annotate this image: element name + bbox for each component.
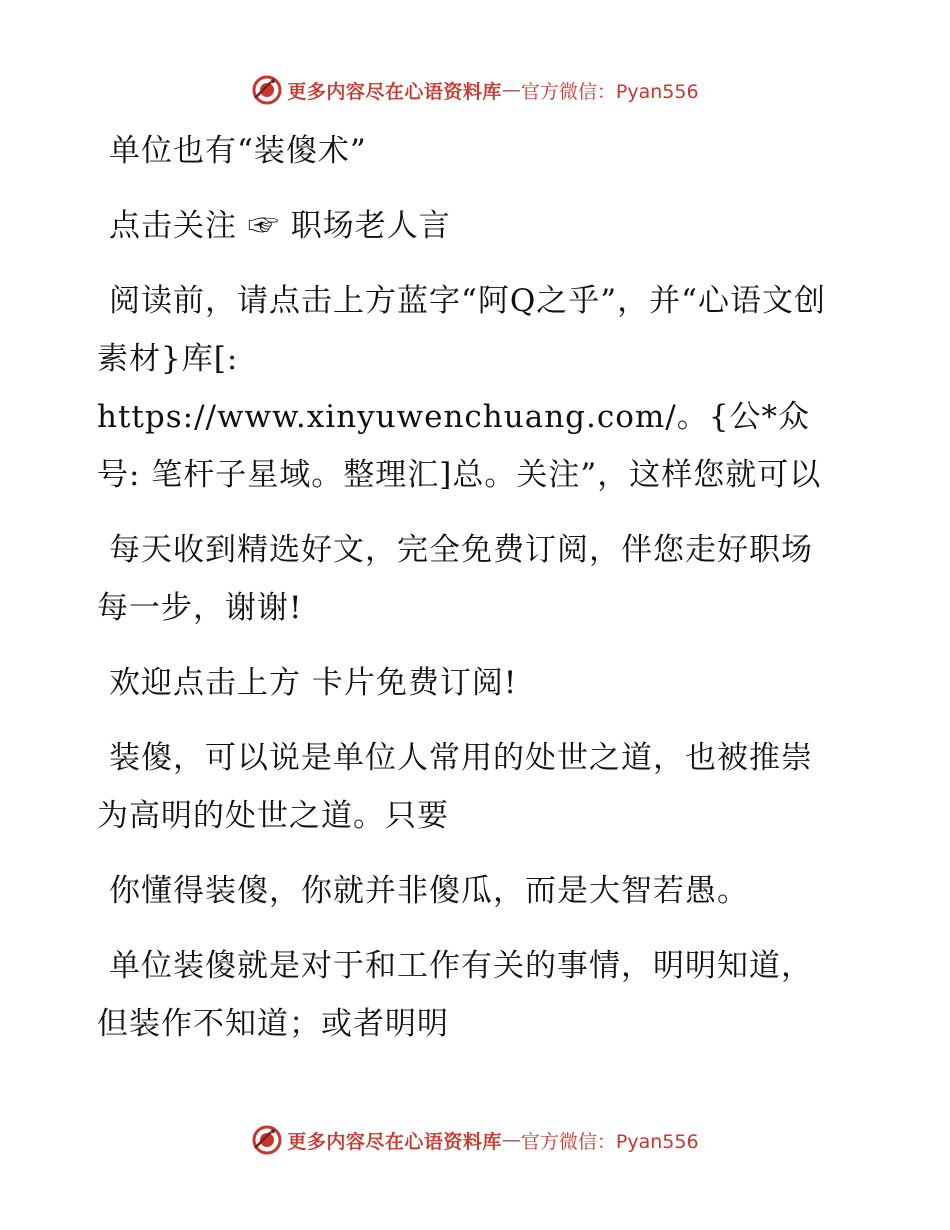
banner-contact: 官方微信：Pyan556: [520, 80, 699, 103]
document-title: 单位也有“装傻术”: [109, 133, 367, 169]
footer-banner: [0, 1120, 950, 1160]
document-body: [97, 122, 837, 1053]
follow-line: 点击关注 ☞ 职场老人言: [109, 208, 451, 244]
banner-text: 更多内容尽在心语资料库: [287, 1130, 502, 1153]
paragraph: 装傻，可以说是单位人常用的处世之道，也被推崇为高明的处世之道。只要: [97, 740, 813, 834]
seal-logo-icon: [251, 1124, 283, 1156]
paragraph: 单位装傻就是对于和工作有关的事情，明明知道，但装作不知道；或者明明: [97, 948, 813, 1042]
paragraph: 欢迎点击上方 卡片免费订阅!: [109, 665, 518, 701]
paragraph: 阅读前，请点击上方蓝字“阿Q之乎”，并“心语文创素材}库[: https://www.xinyuwenchuang.com/。{公*众号: 笔杆子星域。整理汇]总。关注”，这样您就可以: [97, 283, 826, 493]
banner-contact: 官方微信：Pyan556: [520, 1130, 699, 1153]
seal-logo-icon: [251, 74, 283, 106]
banner-separator: —: [501, 79, 521, 101]
header-banner: [0, 70, 950, 110]
banner-text: 更多内容尽在心语资料库: [287, 80, 502, 103]
paragraph: 你懂得装傻，你就并非傻瓜，而是大智若愚。: [109, 873, 749, 909]
paragraph: 每天收到精选好文，完全免费订阅，伴您走好职场每一步，谢谢!: [97, 532, 813, 626]
banner-separator: —: [501, 1129, 521, 1151]
